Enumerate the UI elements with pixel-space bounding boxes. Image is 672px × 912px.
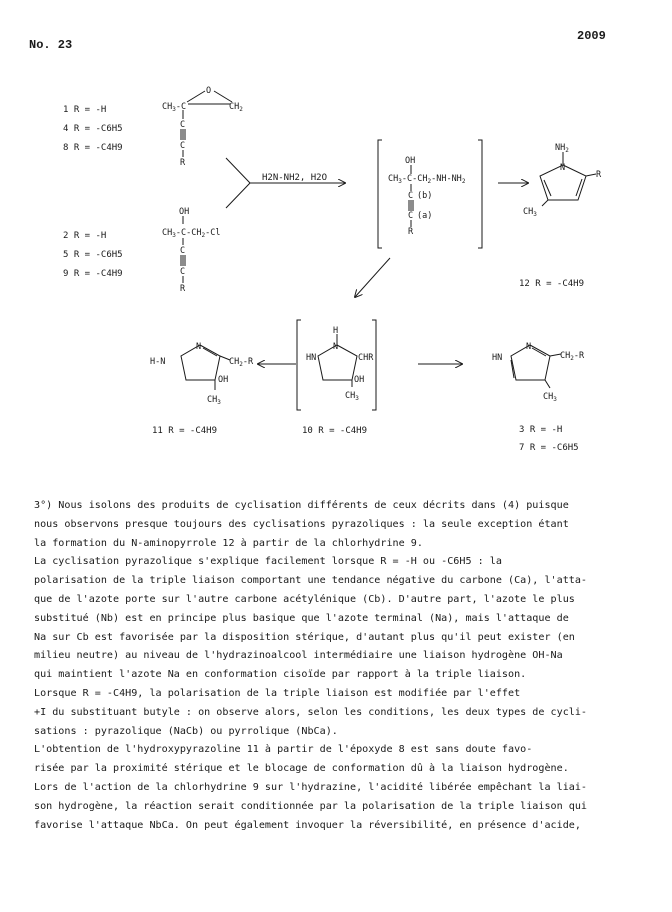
- svg-text:O: O: [206, 86, 212, 96]
- svg-text:CH3-C-CH2-NH-NH2: $CH_3-C-CH_2-NH-NH_2$: [388, 174, 466, 185]
- body-line: favorise l'attaque NbCa. On peut également invoquer la réversibilité, en présence d'acide,: [34, 819, 581, 831]
- svg-text:CH3: $CH_3$: [345, 391, 359, 402]
- svg-text:CH3: $CH_3$: [207, 395, 221, 406]
- svg-text:CH3-C-CH2-Cl: $CH_3-C-CH_2-Cl$: [162, 228, 221, 239]
- body-line: son hydrogène, la réaction serait conditionnée par la polarisation de la triple liaison qui: [34, 800, 588, 812]
- body-line: Lorsque R = -C4H9, la polarisation de la triple liaison est modifiée par l'effet: [34, 687, 521, 699]
- svg-text:NH2: $NH_2$: [555, 143, 569, 154]
- svg-text:C: C: [180, 267, 186, 277]
- page-number: 2009: [577, 29, 606, 43]
- body-line: sations : pyrazolique (NaCb) ou pyrrolique (NbCa).: [34, 725, 338, 737]
- svg-text:OH: OH: [405, 156, 416, 166]
- svg-text:C: C: [408, 211, 414, 221]
- svg-text:N: N: [560, 163, 566, 173]
- svg-text:C: C: [180, 120, 186, 130]
- pyrrole-label: 12 R = -C4H9: [519, 279, 585, 289]
- body-line: qui maintient l'azote Na en conformation cisoïde par rapport à la triple liaison.: [34, 669, 527, 681]
- body-line: risée par la proximité stérique et le blocage de conformation dû à la liaison hydrogène.: [34, 763, 569, 775]
- svg-text:CHR: CHR: [358, 353, 374, 363]
- svg-text:CH2-R: $CH_2-R$: [229, 357, 254, 368]
- body-line: La cyclisation pyrazolique s'explique facilement lorsque R = -H ou -C6H5 : la: [34, 556, 502, 568]
- body-line: +I du substituant butyle : on observe alors, selon les conditions, les deux types de cycli-: [34, 706, 588, 718]
- body-line: milieu neutre) au niveau de l'hydrazinoalcool intermédiaire une liaison hydrogène OH-Na: [34, 650, 563, 662]
- svg-text:OH: OH: [218, 375, 229, 385]
- article-body: [34, 497, 646, 835]
- pyrazole-label-7: 7 R = -C6H5: [519, 443, 579, 453]
- epoxide-structure: [162, 86, 243, 168]
- svg-text:N: N: [526, 342, 532, 352]
- svg-text:N: N: [196, 342, 202, 352]
- epoxide-label-4: 4 R = -C6H5: [63, 124, 123, 134]
- bond-b-label: (b): [417, 191, 433, 201]
- body-line: la formation du N-aminopyrrole 12 à partir de la chlorhydrine 9.: [34, 537, 423, 549]
- svg-text:N: N: [333, 342, 339, 352]
- journal-issue-number: No. 23: [29, 38, 73, 52]
- chlorohydrin-label-2: 2 R = -H: [63, 231, 107, 241]
- svg-text:R: R: [408, 227, 414, 237]
- body-line: nous observons presque toujours des cyclisations pyrazoliques : la seule exception étant: [34, 518, 569, 530]
- svg-text:HN: HN: [492, 353, 503, 363]
- body-line: L'obtention de l'hydroxypyrazoline 11 à partir de l'époxyde 8 est sans doute favo-: [34, 744, 533, 756]
- svg-text:CH3-C: $CH_3-C$: [162, 102, 187, 113]
- body-line: Lors de l'action de la chlorhydrine 9 sur l'hydrazine, l'acidité libérée empêchant la liai-: [34, 781, 588, 793]
- svg-text:CH2: $CH_2$: [229, 102, 243, 113]
- body-line: Na sur Cb est favorisée par la disposition stérique, d'autant plus qu'il peut exister (en: [34, 631, 575, 643]
- svg-text:OH: OH: [179, 207, 190, 217]
- pyrazole-label-3: 3 R = -H: [519, 425, 563, 435]
- body-line: substitué (Nb) est en principe plus basique que l'azote terminal (Na), mais l'attaque de: [34, 612, 569, 624]
- svg-text:H: H: [333, 326, 339, 336]
- body-line: 3°) Nous isolons des produits de cyclisation différents de ceux décrits dans (4) puisque: [34, 500, 569, 511]
- pyrazolidine-label: 10 R = -C4H9: [302, 426, 368, 436]
- bond-a-label: (a): [417, 211, 433, 221]
- svg-text:HN: HN: [306, 353, 317, 363]
- svg-text:C: C: [408, 191, 414, 201]
- epoxide-label-8: 8 R = -C4H9: [63, 143, 123, 153]
- svg-text:C: C: [180, 246, 186, 256]
- svg-text:C: C: [180, 141, 186, 151]
- svg-text:R: R: [596, 170, 602, 180]
- hydroxypyrazoline-structure: [150, 342, 254, 406]
- epoxide-label-1: 1 R = -H: [63, 105, 107, 115]
- body-line: que de l'azote porte sur l'autre carbone acétylénique (Cb). D'autre part, l'azote le plus: [34, 593, 575, 605]
- hydrazinoalcohol-intermediate: [388, 156, 466, 237]
- reagent-label: H2N-NH2, H2O: [262, 173, 328, 183]
- chlorohydrin-label-5: 5 R = -C6H5: [63, 250, 123, 260]
- svg-text:CH2-R: $CH_2-R$: [560, 351, 585, 362]
- chlorohydrin-label-9: 9 R = -C4H9: [63, 269, 123, 279]
- chlorohydrin-structure: [162, 207, 220, 294]
- pyrazolidine-structure: [306, 326, 374, 402]
- body-line: polarisation de la triple liaison comportant une tendance négative du carbone (Ca), l'atta-: [34, 575, 588, 587]
- svg-text:R: R: [180, 284, 186, 294]
- svg-text:H-N: H-N: [150, 357, 166, 367]
- svg-text:CH3: $CH_3$: [543, 392, 557, 403]
- svg-text:OH: OH: [354, 375, 365, 385]
- hydroxypyrazoline-label: 11 R = -C4H9: [152, 426, 218, 436]
- svg-text:CH3: $CH_3$: [523, 207, 537, 218]
- svg-text:R: R: [180, 158, 186, 168]
